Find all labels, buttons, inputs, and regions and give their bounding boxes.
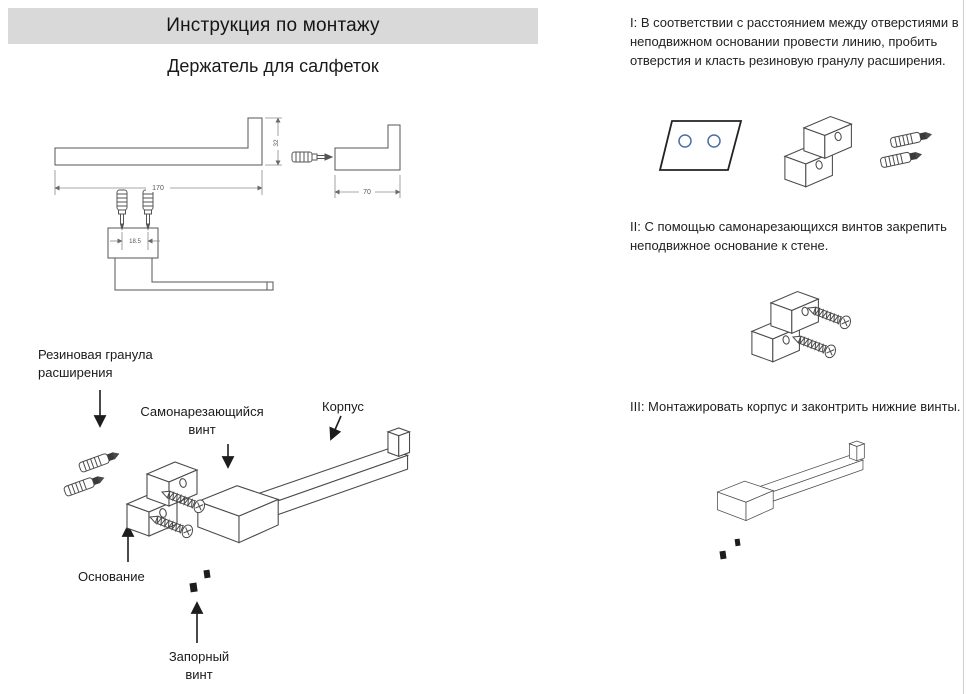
expansion-plug-icon — [63, 473, 105, 496]
lock-screw-icon — [189, 582, 197, 592]
lock-screw-icon — [735, 539, 741, 547]
dim-hole-spacing-label: 18.5 — [129, 239, 141, 245]
body-3d-icon — [198, 428, 410, 543]
label-body: Корпус — [322, 399, 364, 414]
label-base: Основание — [78, 569, 145, 584]
step-1-text: I: В соответствии с расстоянием между отверстиями в неподвижном основании провести линию, пробить отверстия и класть резиновую гранулу расширения. — [630, 15, 959, 68]
step-2-text: II: С помощью самонарезающихся винтов закрепить неподвижное основание к стене. — [630, 219, 947, 253]
vertical-plug-icon — [143, 190, 153, 229]
scan-edge-line — [963, 0, 964, 694]
step-1-illustration — [645, 95, 945, 210]
technical-drawing — [30, 100, 450, 310]
label-self-tapping-screw: Самонарезающийся винт — [140, 404, 264, 437]
expansion-plug-icon — [890, 130, 932, 148]
wall-plug-screw-icon — [292, 152, 332, 162]
page-title: Инструкция по монтажу — [166, 15, 380, 36]
rail-end-view — [335, 125, 400, 170]
lock-screw-icon — [203, 570, 210, 579]
base-block-icon — [785, 117, 852, 187]
expansion-plug-icon — [880, 150, 922, 168]
exploded-view-diagram — [20, 340, 465, 690]
step-3-illustration — [690, 425, 960, 595]
dim-height-label: 32 — [273, 139, 280, 147]
label-lock-screw: Запорный винт — [168, 649, 230, 682]
rail-side-view — [55, 118, 262, 165]
expansion-plug-icon — [78, 449, 120, 472]
product-subtitle: Держатель для салфеток — [167, 56, 379, 76]
lock-screw-icon — [719, 551, 726, 560]
arm-top-view — [115, 258, 273, 290]
title-bar — [8, 8, 538, 44]
label-expansion-plug: Резиновая гранула расширения — [38, 347, 153, 380]
base-block-icon — [752, 292, 819, 362]
vertical-plug-icon — [117, 190, 127, 229]
wall-plate-icon — [660, 121, 741, 170]
dim-depth-label: 70 — [363, 189, 371, 196]
body-3d-icon — [717, 441, 864, 521]
dim-length-label: 170 — [152, 185, 164, 192]
step-3-text: III: Монтажировать корпус и законтрить нижние винты. — [630, 399, 961, 414]
arrow-to-body — [331, 416, 341, 439]
step-2-illustration — [700, 272, 930, 387]
